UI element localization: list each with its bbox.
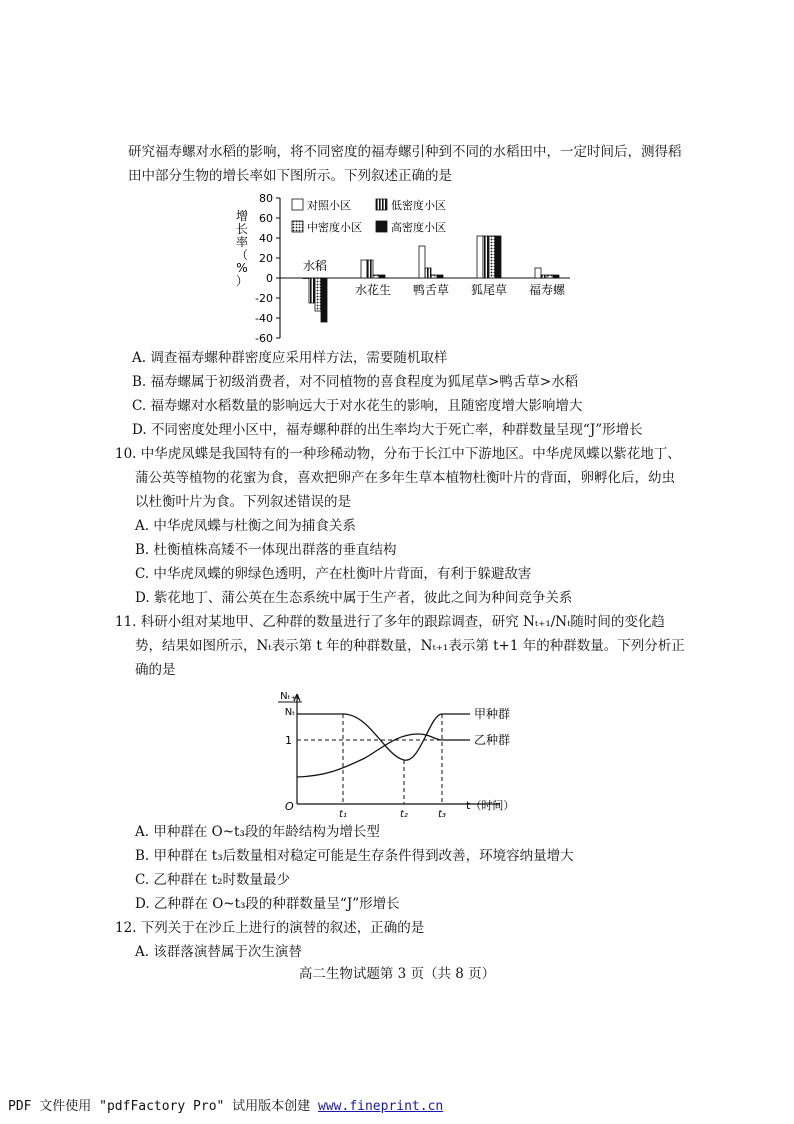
bar [303, 278, 309, 279]
bar [431, 275, 437, 278]
legend-swatch [376, 199, 387, 210]
category-label: 狐尾草 [470, 283, 508, 297]
y-axis-label-char: 长 [235, 222, 249, 236]
bar [541, 275, 547, 278]
fineprint-link[interactable]: www.fineprint.cn [318, 1099, 444, 1114]
x-tick-t3: t₃ [438, 809, 446, 818]
category-label: 水花生 [354, 283, 392, 297]
bar [489, 236, 495, 278]
q9-option-d: D. 不同密度处理小区中，福寿螺种群的出生率均大于死亡率，种群数量呈现“J”形增长 [132, 422, 643, 438]
q11-stem-line2: 势，结果如图所示，Nₜ表示第 t 年的种群数量，Nₜ₊₁表示第 t+1 年的种群数量。下列分析正 [135, 638, 685, 654]
population-ratio-line-chart [270, 684, 540, 818]
bar [367, 260, 373, 278]
q11-option-c: C. 乙种群在 t₂时数量最少 [135, 872, 291, 888]
legend-label: 中密度小区 [307, 221, 362, 234]
bar [379, 275, 385, 278]
bar [361, 260, 367, 278]
y-label-denominator: Nₜ [284, 707, 296, 718]
bar [437, 275, 443, 278]
q10-stem-line1: 10. 中华虎凤蝶是我国特有的一种珍稀动物，分布于长江中下游地区。中华虎凤蝶以紫花地丁、 [115, 446, 681, 462]
y-tick-label: 20 [259, 252, 273, 265]
bar [309, 278, 315, 303]
q9-option-c: C. 福寿螺对水稻数量的影响远大于对水花生的影响，且随密度增大影响增大 [132, 398, 583, 414]
q11-stem-line3: 确的是 [135, 662, 176, 678]
y-tick-label: 40 [259, 232, 273, 245]
bar [483, 236, 489, 278]
category-label: 福寿螺 [528, 283, 566, 297]
series-label-yi: 乙种群 [474, 733, 511, 747]
bar [425, 268, 431, 278]
bar [321, 278, 327, 322]
x-tick-t2: t₂ [400, 809, 408, 818]
legend-swatch [292, 199, 303, 210]
bar [315, 278, 321, 311]
y-axis-label-char: （ [235, 248, 249, 262]
bar [535, 268, 541, 278]
q12-option-a: A. 该群落演替属于次生演替 [135, 944, 302, 960]
legend-label: 低密度小区 [391, 199, 446, 212]
y-tick-label: 80 [259, 192, 273, 205]
y-axis-label-char: 率 [235, 235, 249, 249]
category-label: 鸭舌草 [412, 283, 450, 297]
page-footer: 高二生物试题第 3 页（共 8 页） [298, 966, 496, 982]
q12-stem: 12. 下列关于在沙丘上进行的演替的叙述，正确的是 [115, 920, 425, 936]
x-tick-t1: t₁ [339, 809, 347, 818]
q10-stem-line3: 以杜衡叶片为食。下列叙述错误的是 [135, 494, 351, 510]
y-label-numerator: Nₜ₊₁ [280, 691, 300, 702]
q11-option-d: D. 乙种群在 O~t₃段的种群数量呈“J”形增长 [135, 896, 400, 912]
q11-option-a: A. 甲种群在 O~t₃段的年龄结构为增长型 [135, 824, 380, 840]
bar [553, 275, 559, 278]
q10-option-c: C. 中华虎凤蝶的卵绿色透明，产在杜衡叶片背面，有利于躲避敌害 [135, 566, 532, 582]
legend-swatch [376, 221, 387, 232]
category-label: 水稻 [302, 259, 328, 273]
q11-option-b: B. 甲种群在 t₃后数量相对稳定可能是生存条件得到改善，环境容纳量增大 [135, 848, 574, 864]
y-axis-label-char: ） [235, 274, 249, 288]
q9-stem-line2: 田中部分生物的增长率如下图所示。下列叙述正确的是 [128, 168, 452, 184]
q10-option-d: D. 紫花地丁、蒲公英在生态系统中属于生产者，彼此之间为种间竞争关系 [135, 590, 573, 606]
legend-label: 对照小区 [307, 199, 351, 212]
q10-stem-line2: 蒲公英等植物的花蜜为食，喜欢把卵产在多年生草本植物杜衡叶片的背面，卵孵化后，幼虫 [135, 470, 675, 486]
y-tick-1: 1 [285, 734, 292, 747]
y-tick-label: -40 [255, 312, 273, 325]
bar [495, 236, 501, 278]
bar [419, 246, 425, 278]
bar [477, 236, 483, 278]
y-tick-label: 0 [266, 272, 273, 285]
growth-rate-bar-chart [220, 190, 600, 352]
series-label-jia: 甲种群 [474, 707, 511, 721]
y-tick-label: -60 [255, 332, 273, 345]
legend-label: 高密度小区 [391, 221, 446, 234]
y-axis-label-char: % [236, 261, 248, 275]
origin-label: O [285, 800, 294, 813]
q9-stem-line1: 研究福寿螺对水稻的影响，将不同密度的福寿螺引种到不同的水稻田中，一定时间后，测得稻 [128, 144, 682, 160]
bar [373, 275, 379, 278]
q9-option-a: A. 调查福寿螺种群密度应采用样方法，需要随机取样 [132, 350, 448, 366]
y-tick-label: -20 [255, 292, 273, 305]
x-axis-label: t（时间） [466, 799, 515, 812]
y-axis-label-char: 增 [235, 209, 249, 223]
q9-option-b: B. 福寿螺属于初级消费者，对不同植物的喜食程度为狐尾草>鸭舌草>水稻 [132, 374, 579, 390]
series-line-jia [297, 714, 470, 760]
q10-option-b: B. 杜衡植株高矮不一体现出群落的垂直结构 [135, 542, 397, 558]
pdf-note-text: PDF 文件使用 "pdfFactory Pro" 试用版本创建 [8, 1099, 319, 1114]
q11-stem-line1: 11. 科研小组对某地甲、乙种群的数量进行了多年的跟踪调查，研究 Nₜ₊₁/Nₜ随时间的变化趋 [115, 614, 665, 630]
q10-option-a: A. 中华虎凤蝶与杜衡之间为捕食关系 [135, 518, 356, 534]
bar [547, 275, 553, 278]
pdf-creator-note [8, 1095, 443, 1114]
y-tick-label: 60 [259, 212, 273, 225]
legend-swatch [292, 221, 303, 232]
